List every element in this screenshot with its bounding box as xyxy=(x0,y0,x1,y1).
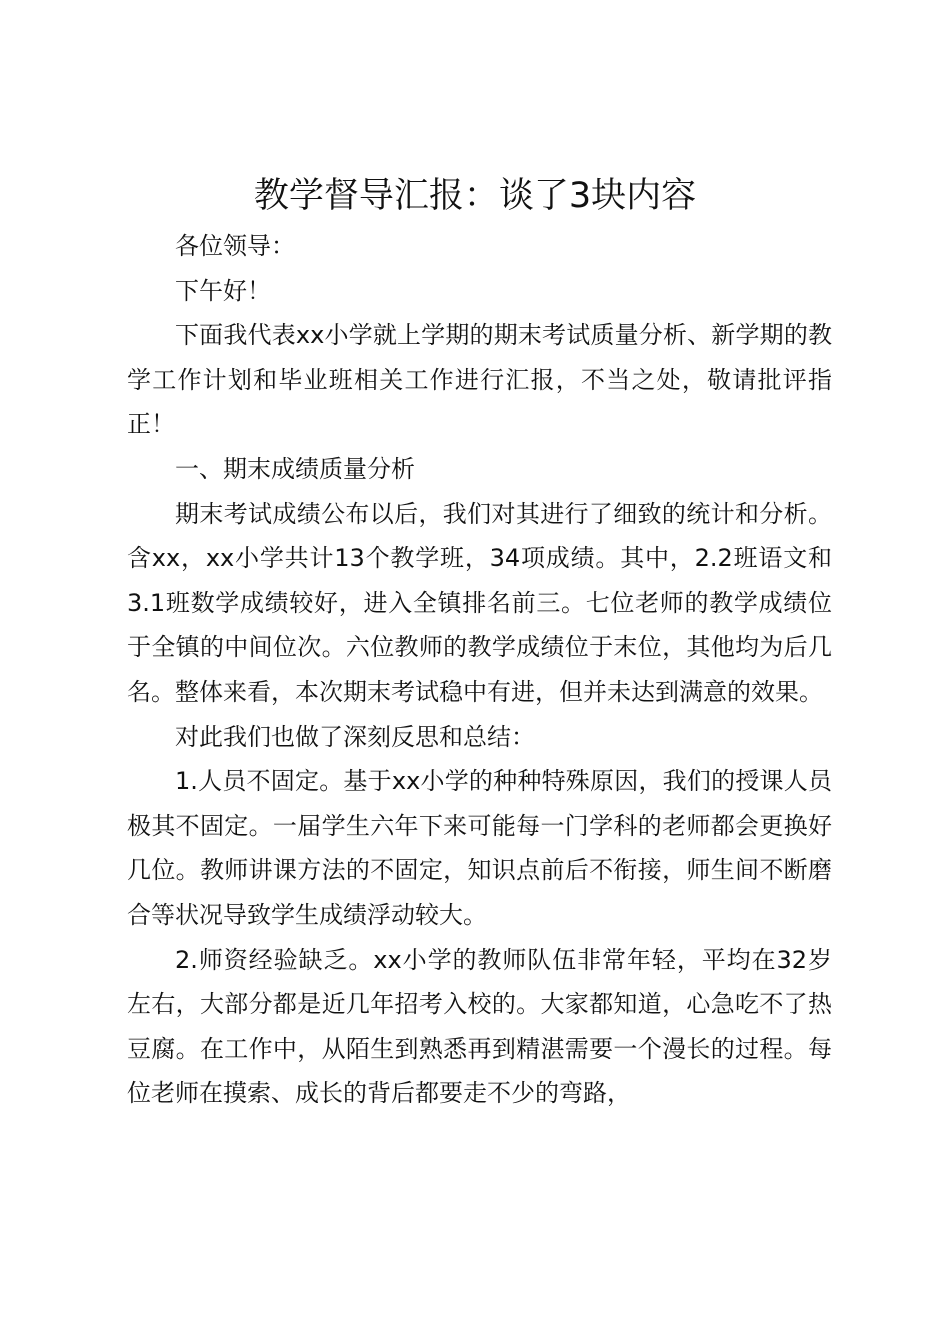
document-body xyxy=(127,224,832,1116)
document-title: 教学督导汇报：谈了3块内容 xyxy=(253,176,697,216)
salutation: 各位领导： xyxy=(175,232,295,260)
list-item: 2.师资经验缺乏。xx小学的教师队伍非常年轻，平均在32岁左右，大部分都是近几年招考入校的。大家都知道，心急吃不了热豆腐。在工作中，从陌生到熟悉再到精湛需要一个漫长的过程。每位老师在摸索、成长的背后都要走不少的弯路， xyxy=(127,945,832,1108)
body-paragraph: 期末考试成绩公布以后，我们对其进行了细致的统计和分析。含xx，xx小学共计13个教学班，34项成绩。其中，2.2班语文和3.1班数学成绩较好，进入全镇排名前三。七位老师的教学成绩位于全镇的中间位次。六位教师的教学成绩位于末位，其他均为后几名。整体来看，本次期末考试稳中有进，但并未达到满意的效果。 xyxy=(127,499,832,706)
list-item: 1.人员不固定。基于xx小学的种种特殊原因，我们的授课人员极其不固定。一届学生六年下来可能每一门学科的老师都会更换好几位。教师讲课方法的不固定，知识点前后不衔接，师生间不断磨合等状况导致学生成绩浮动较大。 xyxy=(127,767,832,929)
intro-paragraph: 下面我代表xx小学就上学期的期末考试质量分析、新学期的教学工作计划和毕业班相关工作进行汇报，不当之处，敬请批评指正！ xyxy=(127,321,832,439)
body-paragraph: 对此我们也做了深刻反思和总结： xyxy=(175,722,535,751)
section-heading: 一、期末成绩质量分析 xyxy=(175,454,415,483)
greeting: 下午好！ xyxy=(175,276,271,305)
